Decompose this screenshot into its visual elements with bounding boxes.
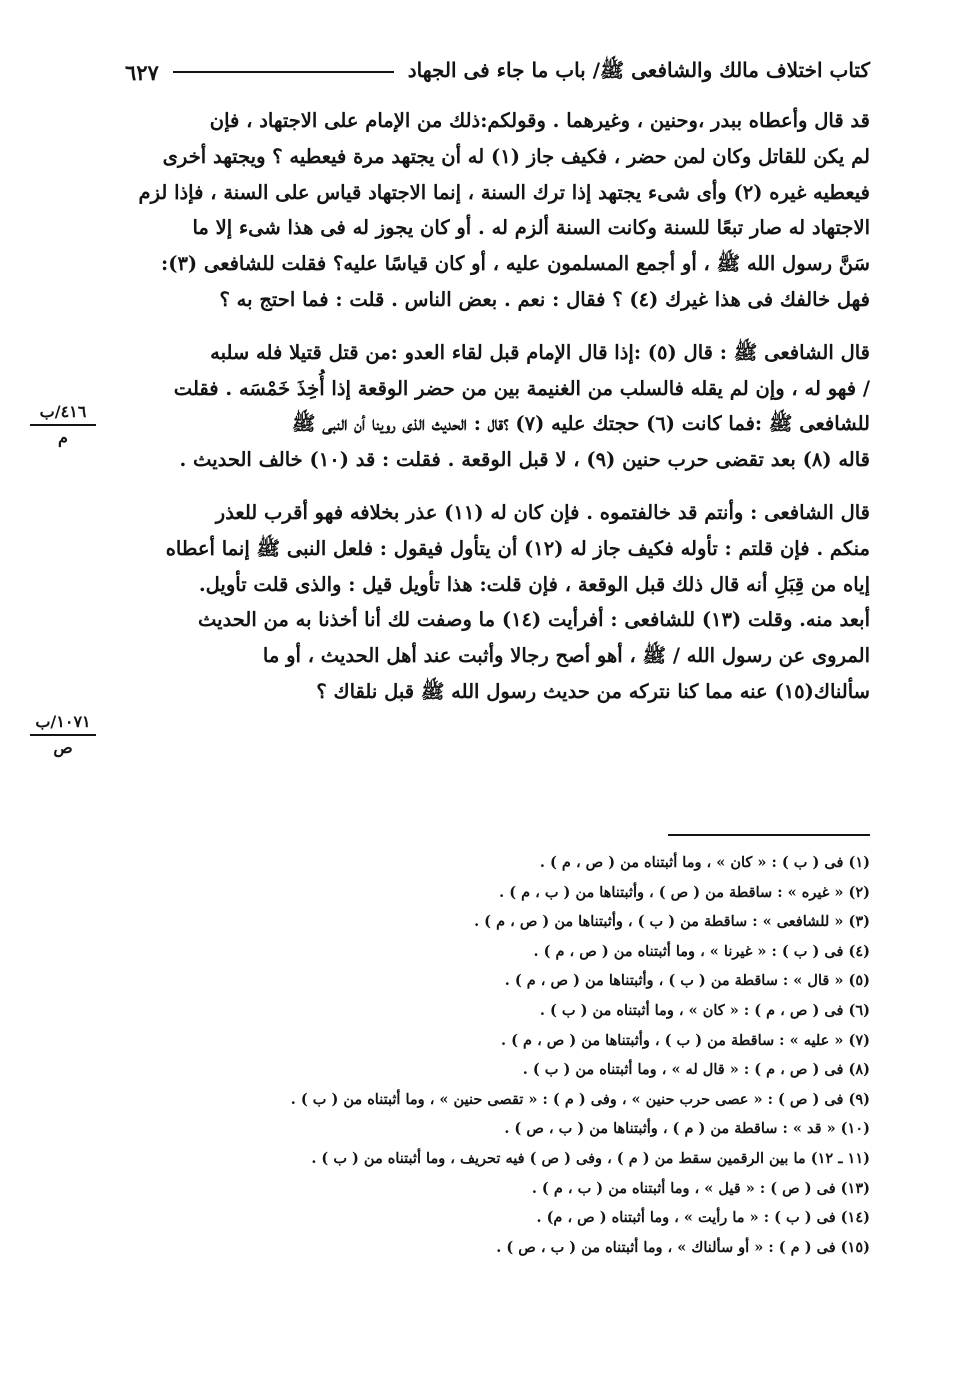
text-line: للشافعى ﷺ :فما كانت (٦) حجتك عليه (٧) ؟قال : الحديث الذى روينا أن النبى ﷺ [291,412,870,436]
text-line: فهل خالفك فى هذا غيرك (٤) ؟ فقال : نعم . بعض الناس . قلت : فما احتج به ؟ [219,287,870,311]
text-line: منكم . فإن قلتم : تأوله فكيف جاز له (١٢) أن يتأول فيقول : فلعل النبى ﷺ إنما أعطاه [165,536,870,560]
text-line: قال الشافعى ﷺ : قال (٥) :إذا قال الإمام قبل لقاء العدو :من قتل قتيلا فله سلبه [210,340,870,364]
footnote: (٨) فى ( ص ، م ) : « قال له » ، وما أثبتناه من ( ب ) . [522,1061,870,1079]
margin-note-folio: ١٠٧١/ب [30,712,96,736]
footnote: (١١ ـ ١٢) ما بين الرقمين سقط من ( م ) ، وفى ( ص ) فيه تحريف ، وما أثبتناه من ( ب ) . [311,1149,870,1167]
main-text [125,103,870,710]
header-rule [173,71,394,73]
footnote: (٩) فى ( ص ) : « عصى حرب حنين » ، وفى ( م ) : « تقصى حنين » ، وما أثبتناه من ( ب ) . [290,1090,870,1108]
footnote-rule [668,834,870,836]
footnote: (٢) « غيره » : ساقطة من ( ص ) ، وأثبتناها من ( ب ، م ) . [499,883,870,901]
paragraph-1 [125,103,870,318]
footnote: (٤) فى ( ب ) : « غيرنا » ، وما أثبتناه من ( ص ، م ) . [533,942,870,960]
margin-note-siglum: م [58,428,68,447]
text-line: قاله (٨) بعد تقضى حرب حنين (٩) ، لا قبل الوقعة . فقلت : قد (١٠) خالف الحديث . [179,448,870,472]
footnote: (٣) « للشافعى » : ساقطة من ( ب ) ، وأثبتناها من ( ص ، م ) . [474,913,870,931]
paragraph-2 [125,335,870,478]
footnote: (١٣) فى ( ص ) : « قيل » ، وما أثبتناه من ( ب ، م ) . [531,1179,870,1197]
running-title: كتاب اختلاف مالك والشافعى ﷺ/ باب ما جاء فى الجهاد [407,57,870,82]
text-line: الاجتهاد له صار تبعًا للسنة وكانت السنة ألزم له . أو كان يجوز له فى هذا شىء إلا ما [192,216,870,240]
footnote: (١٥) فى ( م ) : « أو سألناك » ، وما أثبتناه من ( ب ، ص ) . [496,1238,870,1256]
footnote: (٦) فى ( ص ، م ) : « كان » ، وما أثبتناه من ( ب ) . [539,1001,870,1019]
footnote: (٧) « عليه » : ساقطة من ( ب ) ، وأثبتناها من ( ص ، م ) . [501,1031,870,1049]
footnote: (١٤) فى ( ب ) : « ما رأيت » ، وما أثبتناه ( ص ، م) . [536,1209,870,1227]
paragraph-3 [125,495,870,710]
text-line: سَنَّ رسول الله ﷺ ، أو أجمع المسلمون عليه ، أو كان قياسًا عليه؟ فقلت للشافعى (٣): [161,252,870,276]
text-line: سألناك(١٥) عنه مما كنا نتركه من حديث رسول الله ﷺ قبل نلقاك ؟ [316,679,870,703]
text-line: المروى عن رسول الله / ﷺ ، أهو أصح رجالا وأثبت عند أهل الحديث ، أو ما [262,644,870,668]
page-number: ٦٢٧ [125,59,159,85]
text-line: قال الشافعى : وأنتم قد خالفتموه . فإن كان له (١١) عذر بخلافه فهو أقرب للعذر [215,500,870,524]
text-line: / فهو له ، وإن لم يقله فالسلب من الغنيمة بين من حضر الوقعة إذا أُخِذَ خَمْسَه . فقلت [173,376,870,400]
margin-note-folio-2 [30,712,96,758]
text-line: فيعطيه غيره (٢) وأى شىء يجتهد إذا ترك السنة ، إنما الاجتهاد قياس على السنة ، فإذا لزم [138,180,870,204]
margin-note-siglum: ص [53,738,73,757]
text-line: قد قال وأعطاه ببدر ،وحنين ، وغيرهما . وقولكم:ذلك من الإمام على الاجتهاد ، فإن [209,109,870,132]
text-line: أبعد منه. وقلت (١٣) للشافعى : أفرأيت (١٤) ما وصفت لك أنا أخذنا به من الحديث [198,608,870,632]
footnote: (١٠) « قد » : ساقطة من ( م ) ، وأثبتناها من ( ب ، ص ) . [504,1120,870,1138]
footnotes [125,848,870,1262]
margin-note-folio: ٤١٦/ب [30,402,96,426]
footnote: (٥) « قال » : ساقطة من ( ب ) ، وأثبتناها من ( ص ، م ) . [504,972,870,990]
running-header [125,52,870,92]
margin-note-folio-1 [30,402,96,448]
footnote: (١) فى ( ب ) : « كان » ، وما أثبتناه من ( ص ، م ) . [539,854,870,871]
text-line: إياه من قِبَلِ أنه قال ذلك قبل الوقعة ، فإن قلت: هذا تأويل قيل : والذى قلت تأويل. [198,572,870,596]
text-line: لم يكن للقاتل وكان لمن حضر ، فكيف جاز (١) له أن يجتهد مرة فيعطيه ؟ ويجتهد أخرى [162,144,870,168]
